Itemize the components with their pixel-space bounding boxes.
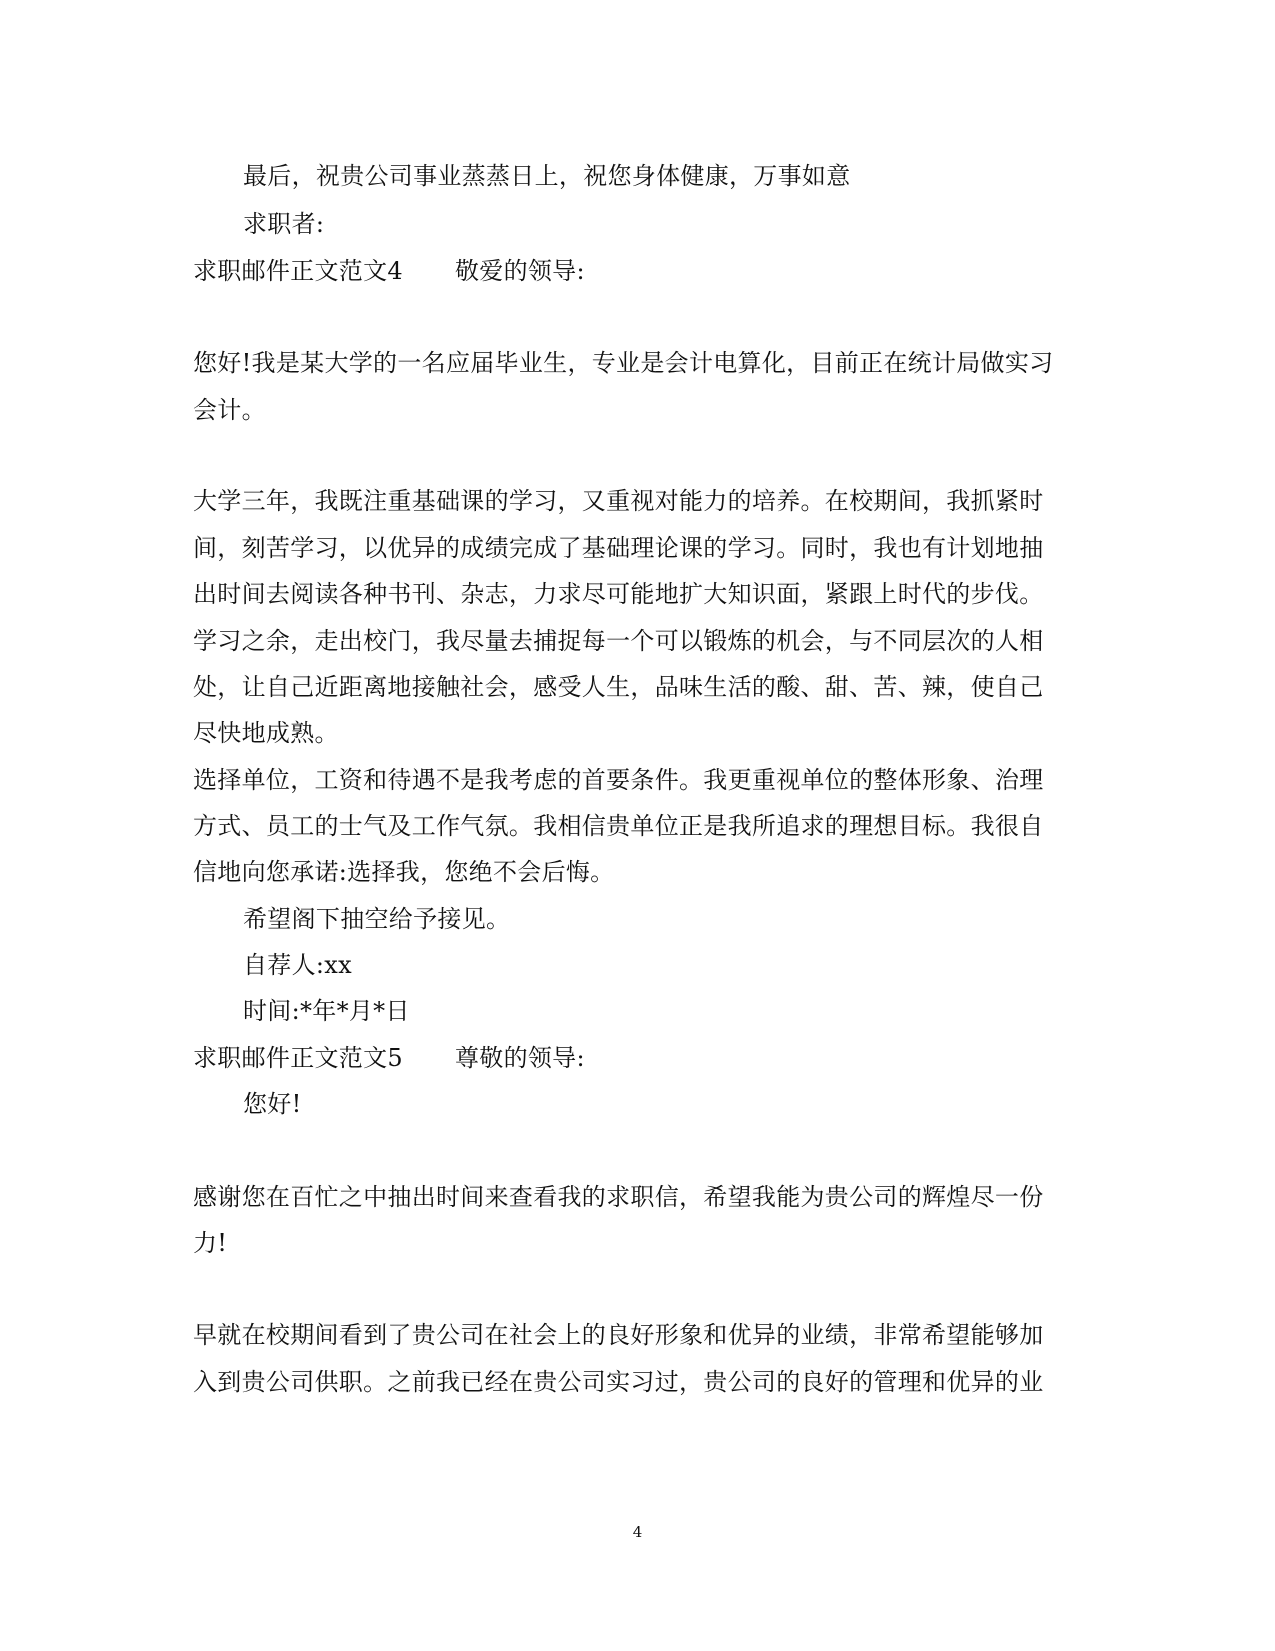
sample-4-salutation: 敬爱的领导: [454, 257, 585, 285]
closing-request-line: 希望阁下抽空给予接见。 [243, 905, 511, 933]
body-line: 早就在校期间看到了贵公司在社会上的良好形象和优异的业绩，非常希望能够加 [193, 1321, 1044, 1349]
body-line: 感谢您在百忙之中抽出时间来查看我的求职信，希望我能为贵公司的辉煌尽一份 [193, 1183, 1044, 1211]
sample-4-heading-line [193, 255, 585, 287]
page-number: 4 [632, 1523, 643, 1541]
applicant-signature-line: 求职者: [243, 210, 325, 238]
body-line: 大学三年，我既注重基础课的学习，又重视对能力的培养。在校期间，我抓紧时 [193, 487, 1044, 515]
body-line: 力! [193, 1229, 228, 1257]
body-line: 方式、员工的士气及工作气氛。我相信贵单位正是我所追求的理想目标。我很自 [193, 812, 1044, 840]
body-line: 信地向您承诺:选择我，您绝不会后悔。 [193, 858, 615, 886]
body-line: 会计。 [193, 396, 266, 424]
self-recommender-line: 自荐人:xx [243, 951, 352, 979]
date-line: 时间:*年*月*日 [243, 997, 410, 1025]
body-line: 选择单位，工资和待遇不是我考虑的首要条件。我更重视单位的整体形象、治理 [193, 766, 1044, 794]
sample-5-heading-line [193, 1042, 585, 1074]
body-line: 您好!我是某大学的一名应届毕业生，专业是会计电算化，目前正在统计局做实习 [193, 349, 1054, 377]
body-line: 间，刻苦学习，以优异的成绩完成了基础理论课的学习。同时，我也有计划地抽 [193, 534, 1044, 562]
sample-4-title: 求职邮件正文范文4 [193, 257, 403, 285]
body-line: 尽快地成熟。 [193, 719, 339, 747]
sample-5-salutation: 尊敬的领导: [454, 1044, 585, 1072]
sample-5-title: 求职邮件正文范文5 [193, 1044, 403, 1072]
closing-wishes-line: 最后，祝贵公司事业蒸蒸日上，祝您身体健康，万事如意 [243, 162, 851, 190]
body-line: 处，让自己近距离地接触社会，感受人生，品味生活的酸、甜、苦、辣，使自己 [193, 673, 1044, 701]
body-line: 学习之余，走出校门，我尽量去捕捉每一个可以锻炼的机会，与不同层次的人相 [193, 627, 1044, 655]
body-line: 入到贵公司供职。之前我已经在贵公司实习过，贵公司的良好的管理和优异的业 [193, 1368, 1044, 1396]
greeting-line: 您好! [243, 1090, 302, 1118]
body-line: 出时间去阅读各种书刊、杂志，力求尽可能地扩大知识面，紧跟上时代的步伐。 [193, 580, 1044, 608]
